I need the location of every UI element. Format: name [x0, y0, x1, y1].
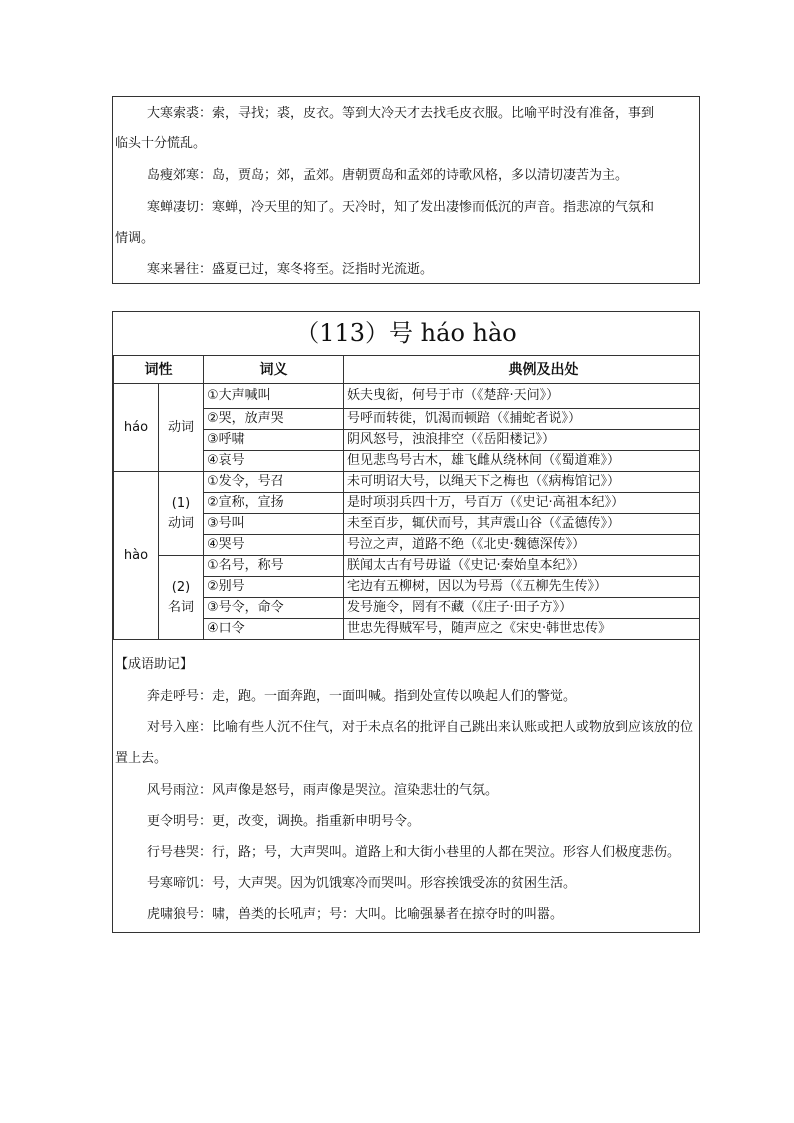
example-cell: 但见悲鸟号古木，雄飞雌从绕林间（《蜀道难》）: [344, 451, 701, 472]
pos-label: 动词: [159, 384, 204, 472]
example-cell: 朕闻太古有号毋谥（《史记·秦始皇本纪》）: [344, 556, 701, 577]
idiom-line: 对号入座：比喻有些人沉不住气，对于未点名的批评自己跳出来认账或把人或物放到应该放的位: [147, 720, 694, 735]
idiom-line: 风号雨泣：风声像是怒号，雨声像是哭泣。渲染悲壮的气氛。: [147, 783, 499, 798]
pos-number: (1): [171, 495, 191, 511]
example-cell: 发号施令，罔有不藏（《庄子·田子方》）: [344, 598, 701, 619]
entry-title: （113）号 háo hào: [113, 312, 699, 356]
example-cell: 是时项羽兵四十万，号百万（《史记·高祖本纪》）: [344, 493, 701, 514]
example-cell: 阴风怒号，浊浪排空（《岳阳楼记》）: [344, 430, 701, 451]
pos-group-2: [159, 556, 204, 640]
table-row: [114, 472, 701, 493]
pinyin-hao4: hào: [114, 472, 159, 640]
example-cell: 世忠先得贼军号，随声应之《宋史·韩世忠传》: [344, 619, 701, 640]
meaning-cell: ②宣称，宣扬: [204, 493, 344, 514]
idiom-line: 更令明号：更，改变，调换。指重新申明号令。: [147, 814, 421, 829]
idiom-line: 奔走呼号：走，跑。一面奔跑，一面叫喊。指到处宣传以唤起人们的警觉。: [147, 689, 577, 704]
example-cell: 号泣之声，道路不绝（《北史·魏德深传》）: [344, 535, 701, 556]
idiom-line: 寒蝉凄切：寒蝉，冷天里的知了。天冷时，知了发出凄惨而低沉的声音。指悲凉的气氛和: [147, 200, 655, 215]
meaning-cell: ④哀号: [204, 451, 344, 472]
notes-heading: 【成语助记】: [115, 657, 194, 672]
idiom-line: 大寒索裘：索，寻找；裘，皮衣。等到大冷天才去找毛皮衣服。比喻平时没有准备，事到: [147, 106, 655, 121]
meaning-cell: ①名号，称号: [204, 556, 344, 577]
meaning-cell: ②别号: [204, 577, 344, 598]
header-example: 典例及出处: [344, 356, 701, 384]
table-row: [114, 556, 701, 577]
idiom-line: 置上去。: [115, 751, 168, 766]
pos-label: 动词: [167, 515, 194, 531]
table-row: [114, 384, 701, 409]
entry-box: [112, 311, 700, 933]
pinyin-hao2: háo: [114, 384, 159, 472]
idiom-line: 行号巷哭：行，路；号，大声哭叫。道路上和大街小巷里的人都在哭泣。形容人们极度悲伤。: [147, 845, 681, 860]
idiom-line: 情调。: [115, 231, 155, 246]
idiom-line: 岛瘦郊寒：岛，贾岛；郊，孟郊。唐朝贾岛和孟郊的诗歌风格，多以清切凄苦为主。: [147, 168, 629, 183]
idiom-line: 临头十分慌乱。: [115, 136, 207, 151]
header-meaning: 词义: [204, 356, 344, 384]
meaning-cell: ①发令，号召: [204, 472, 344, 493]
idiom-line: 号寒啼饥：号，大声哭。因为饥饿寒冷而哭叫。形容挨饿受冻的贫困生活。: [147, 876, 577, 891]
table-header-row: [114, 356, 701, 384]
example-cell: 未至百步，辄伏而号，其声震山谷（《孟德传》）: [344, 514, 701, 535]
meaning-cell: ②哭，放声哭: [204, 409, 344, 430]
pos-label: 名词: [167, 599, 194, 615]
idiom-line: 寒来暑往：盛夏已过，寒冬将至。泛指时光流逝。: [147, 262, 434, 277]
top-idiom-box: [112, 96, 700, 284]
pos-number: (2): [171, 579, 191, 595]
example-cell: 未可明诏大号，以绳天下之梅也（《病梅馆记》）: [344, 472, 701, 493]
meaning-cell: ③号叫: [204, 514, 344, 535]
meaning-cell: ④哭号: [204, 535, 344, 556]
meaning-cell: ④口令: [204, 619, 344, 640]
example-cell: 宅边有五柳树，因以为号焉（《五柳先生传》）: [344, 577, 701, 598]
pos-group-1: [159, 472, 204, 556]
idiom-line: 虎啸狼号：啸，兽类的长吼声；号：大叫。比喻强暴者在掠夺时的叫嚣。: [147, 907, 564, 922]
definition-table: [113, 355, 700, 640]
example-cell: 妖夫曳衒，何号于市（《楚辞·天问》）: [344, 384, 701, 409]
header-pos: 词性: [114, 356, 204, 384]
meaning-cell: ③呼啸: [204, 430, 344, 451]
example-cell: 号呼而转徙，饥渴而顿踣（《捕蛇者说》）: [344, 409, 701, 430]
meaning-cell: ①大声喊叫: [204, 384, 344, 409]
meaning-cell: ③号令，命令: [204, 598, 344, 619]
